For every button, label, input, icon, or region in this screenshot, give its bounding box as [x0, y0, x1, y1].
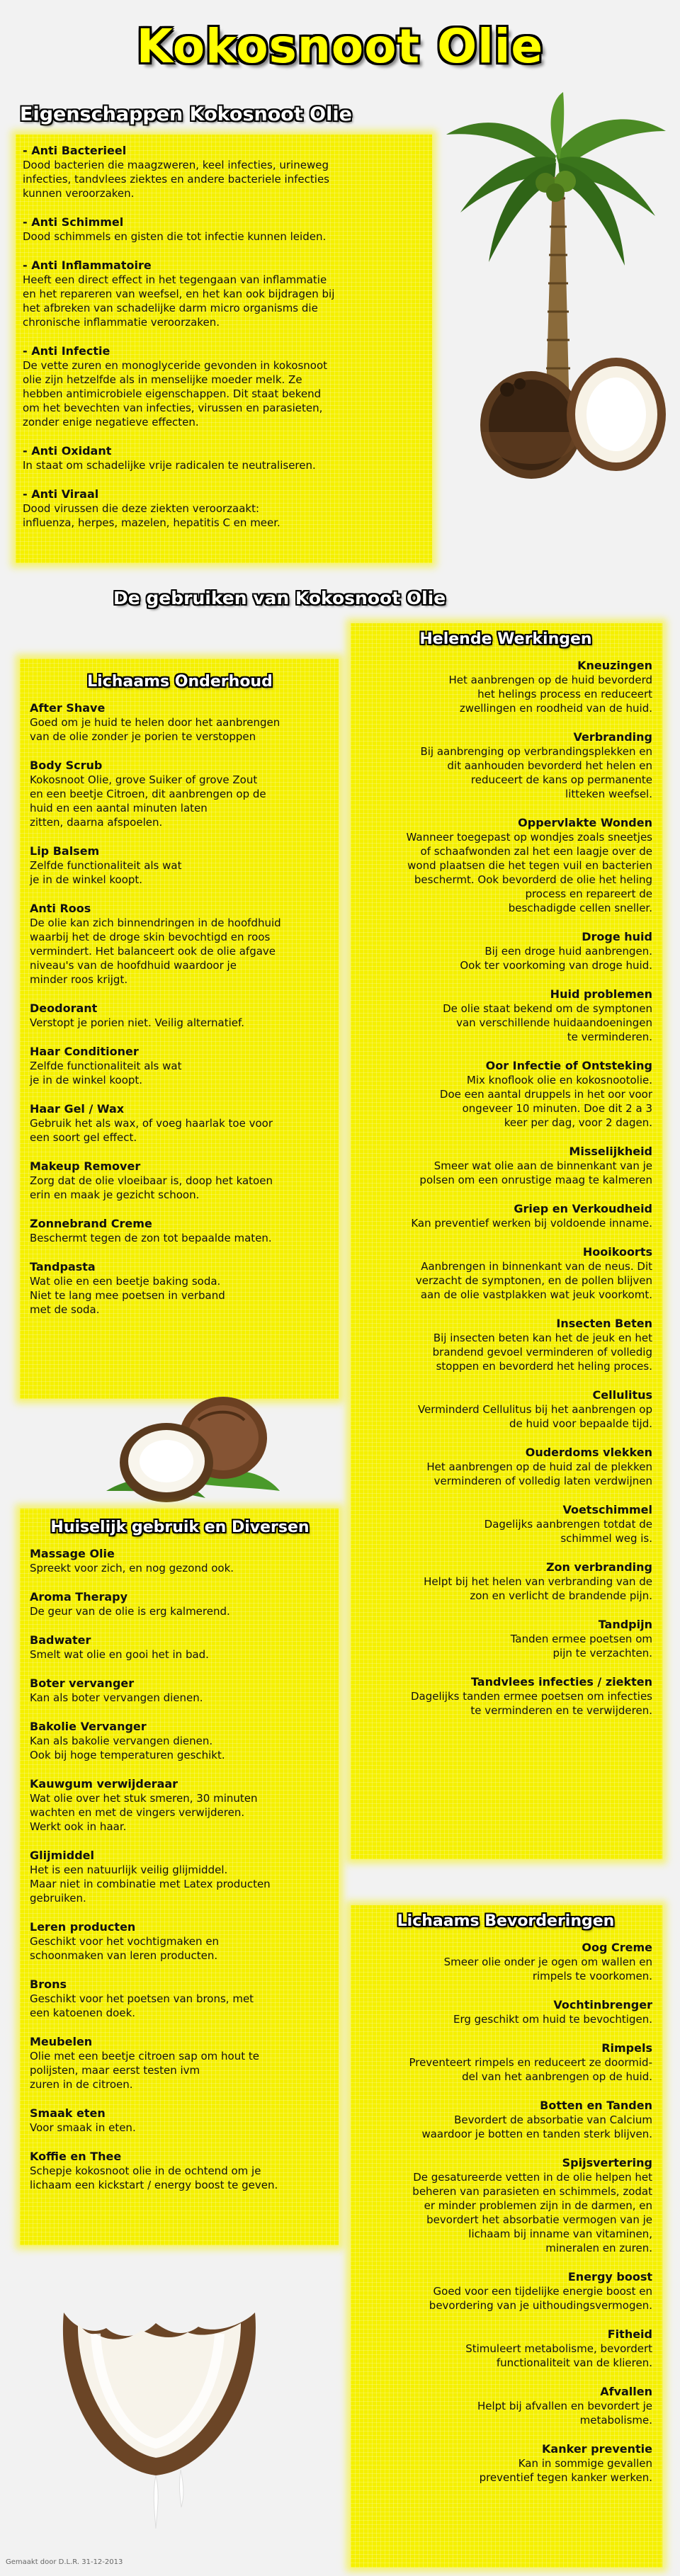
body-care-entry	[30, 1259, 330, 1317]
household-entry-title: Aroma Therapy	[30, 1590, 128, 1604]
body-care-entry	[30, 1159, 330, 1202]
body-care-entry-title: Zonnebrand Creme	[30, 1217, 152, 1230]
broken-coconut-illustration	[50, 2284, 269, 2532]
healing-entry-text: Verminderd Cellulitus bij het aanbrengen op de huid voor bepaalde tijd.	[417, 1403, 652, 1430]
body-boost-entry-text: Smeer olie onder je ogen om wallen en rimpels te voorkomen.	[443, 1956, 652, 1982]
body-care-entry-text: Zelfde functionaliteit als wat je in de winkel koopt.	[30, 859, 182, 886]
healing-entry	[359, 1144, 652, 1187]
healing-entry-text: Het aanbrengen op de huid bevorderd het helings process en reduceert zwellingen en roodheid van de huid.	[448, 674, 652, 715]
property-entry	[23, 487, 425, 530]
coconut-illustration	[99, 1385, 283, 1519]
body-care-entry-text: Kokosnoot Olie, grove Suiker of grove Zout en een beetje Citroen, dit aanbrengen op de huid en een aantal minuten laten zitten, daarna afspoelen.	[30, 773, 266, 829]
household-entry-text: De geur van de olie is erg kalmerend.	[30, 1605, 230, 1618]
body-care-entry-title: Makeup Remover	[30, 1159, 141, 1173]
healing-entry-title: Ouderdoms vlekken	[525, 1446, 652, 1459]
body-care-entry-text: Wat olie en een beetje baking soda. Niet te lang mee poetsen in verband met de soda.	[30, 1275, 225, 1316]
healing-entry	[359, 1058, 652, 1130]
household-panel	[20, 1509, 339, 2245]
healing-entry-title: Tandpijn	[598, 1618, 652, 1631]
household-entry-text: Olie met een beetje citroen sap om hout te polijsten, maar eerst testen ivm zuren in de citroen.	[30, 2050, 260, 2091]
household-entry-text: Het is een natuurlijk veilig glijmiddel. Maar niet in combinatie met Latex producten gebruiken.	[30, 1863, 271, 1905]
household-entry-title: Boter vervanger	[30, 1676, 135, 1690]
household-entry-text: Schepje kokosnoot olie in de ochtend om je lichaam een kickstart / energy boost te geven.	[30, 2164, 278, 2191]
household-entry-text: Kan als bakolie vervangen dienen. Ook bij hoge temperaturen geschikt.	[30, 1735, 225, 1761]
body-boost-entry-title: Kanker preventie	[542, 2442, 652, 2456]
healing-entry-text: Bij aanbrenging op verbrandingsplekken en dit aanhouden bevorderd het helen en reduceert de kans op permanente litteken weefsel.	[420, 745, 652, 800]
body-boost-entry-text: Stimuleert metabolisme, bevordert functionaliteit van de klieren.	[465, 2342, 652, 2369]
household-entry-title: Massage Olie	[30, 1547, 115, 1560]
household-entry	[30, 1776, 330, 1834]
healing-entry	[359, 815, 652, 915]
body-boost-entry	[359, 2098, 652, 2141]
body-boost-entry	[359, 1940, 652, 1983]
body-care-entry	[30, 758, 330, 829]
body-care-entry-text: De olie kan zich binnendringen in de hoofdhuid waarbij het de droge skin bevochtigd en roos vermindert. Het balanceert ook de olie afgave niveau's van de hoofdhuid waardoor je minder roos krijgt.	[30, 917, 281, 986]
body-care-entry-title: Body Scrub	[30, 759, 103, 772]
household-entry	[30, 1589, 330, 1618]
property-entry	[23, 344, 425, 429]
property-entry-text: Dood virussen die deze ziekten veroorzaakt: influenza, herpes, mazelen, hepatitis C en meer.	[23, 502, 280, 529]
household-entry	[30, 1977, 330, 2020]
healing-entry-text: Dagelijks tanden ermee poetsen om infecties te verminderen en te verwijderen.	[410, 1690, 652, 1717]
healing-entry	[359, 1617, 652, 1660]
household-entry	[30, 1848, 330, 1905]
healing-entry-title: Oppervlakte Wonden	[518, 816, 652, 829]
body-care-panel	[20, 659, 339, 1399]
healing-entry	[359, 730, 652, 801]
title-banner	[0, 13, 680, 91]
credit-text: Gemaakt door D.L.R. 31-12-2013	[6, 2558, 123, 2566]
household-entry	[30, 1633, 330, 1662]
household-entry-text: Wat olie over het stuk smeren, 30 minuten wachten en met de vingers verwijderen. Werkt ook in haar.	[30, 1792, 258, 1833]
property-entry-title: - Anti Bacterieel	[23, 144, 127, 157]
healing-entry-title: Misselijkheid	[569, 1145, 652, 1158]
healing-entry-title: Griep en Verkoudheid	[514, 1202, 652, 1215]
body-care-entry-text: Zelfde functionaliteit als wat je in de winkel koopt.	[30, 1060, 182, 1086]
healing-entry	[359, 1316, 652, 1373]
healing-panel	[351, 623, 662, 1859]
property-entry	[23, 443, 425, 472]
body-boost-entry	[359, 2155, 652, 2255]
healing-entry-text: Helpt bij het helen van verbranding van de zon en verlicht de brandende pijn.	[424, 1575, 652, 1602]
property-entry-title: - Anti Schimmel	[23, 215, 124, 229]
household-entry-title: Meubelen	[30, 2035, 93, 2048]
household-entry-text: Geschikt voor het poetsen van brons, met een katoenen doek.	[30, 1992, 254, 2019]
healing-entry	[359, 1502, 652, 1545]
household-entry	[30, 1546, 330, 1575]
body-boost-entry-text: Bevordert de absorbatie van Calcium waardoor je botten en tanden sterk blijven.	[421, 2113, 652, 2140]
body-care-entry-title: After Shave	[30, 701, 106, 715]
body-boost-entry-text: Preventeert rimpels en reduceert ze doormid- del van het aanbrengen op de huid.	[409, 2056, 652, 2083]
milk-drip-icon	[154, 2470, 183, 2529]
healing-entry	[359, 1244, 652, 1302]
healing-entry-text: Aanbrengen in binnenkant van de neus. Dit verzacht de symptonen, en de pollen blijven aan de olie vastplakken wat jeuk voorkomt.	[415, 1260, 652, 1301]
household-heading: Huiselijk gebruik en Diversen	[50, 1519, 310, 1536]
household-entry	[30, 2149, 330, 2192]
page-title: Kokosnoot Olie	[136, 19, 544, 74]
body-boost-entry-text: Helpt bij afvallen en bevordert je metabolisme.	[477, 2400, 652, 2427]
property-entry-text: De vette zuren en monoglyceride gevonden in kokosnoot olie zijn hetzelfde als in menselijke moeder melk. Ze hebben antimicrobiele eigenschappen. Dit staat bekend om het bevechten van infecties, virussen en parasieten, zonder enige negatieve effecten.	[23, 359, 327, 429]
body-boost-panel	[351, 1905, 662, 2568]
body-boost-entry-title: Afvallen	[600, 2385, 652, 2398]
healing-entry-text: Kan preventief werken bij voldoende inname.	[411, 1217, 652, 1230]
body-care-entry-text: Goed om je huid te helen door het aanbrengen van de olie zonder je porien te verstoppen	[30, 716, 280, 743]
household-entry-title: Kauwgum verwijderaar	[30, 1777, 178, 1791]
healing-entry-text: Bij een droge huid aanbrengen. Ook ter voorkoming van droge huid.	[460, 945, 652, 972]
body-care-entry	[30, 1101, 330, 1145]
healing-entry-text: Dagelijks aanbrengen totdat de schimmel weg is.	[484, 1518, 652, 1545]
body-boost-entry-title: Oog Creme	[582, 1941, 652, 1954]
body-care-heading: Lichaams Onderhoud	[87, 673, 273, 691]
property-entry-title: - Anti Inflammatoire	[23, 259, 152, 272]
body-care-entry-title: Lip Balsem	[30, 844, 100, 858]
household-entry-text: Smelt wat olie en gooi het in bad.	[30, 1648, 209, 1661]
healing-heading: Helende Werkingen	[419, 630, 592, 648]
property-entry	[23, 258, 425, 329]
property-entry-text: Dood bacterien die maagzweren, keel infecties, urineweg infecties, tandvlees ziektes en andere bacteriele infecties kunnen veroorzaken.	[23, 159, 330, 200]
body-boost-entry-text: Kan in sommige gevallen preventief tegen kanker werken.	[479, 2457, 652, 2484]
property-entry-title: - Anti Oxidant	[23, 444, 112, 458]
healing-entry	[359, 658, 652, 715]
body-care-entry-title: Anti Roos	[30, 902, 91, 915]
household-entry-title: Glijmiddel	[30, 1849, 94, 1862]
healing-entry-title: Huid problemen	[550, 987, 652, 1001]
household-entry-title: Brons	[30, 1978, 67, 1991]
household-entry-text: Spreekt voor zich, en nog gezond ook.	[30, 1562, 234, 1574]
body-care-entry	[30, 1001, 330, 1030]
property-entry-text: Dood schimmels en gisten die tot infectie kunnen leiden.	[23, 230, 327, 243]
healing-entry-text: Bij insecten beten kan het de jeuk en het brandend gevoel verminderen of volledig stoppen en bevorderd het heling proces.	[432, 1332, 652, 1373]
coconut-half-icon	[120, 1423, 213, 1502]
healing-entry	[359, 1560, 652, 1603]
body-care-entry-text: Gebruik het als wax, of voeg haarlak toe voor een soort gel effect.	[30, 1117, 273, 1144]
properties-heading: Eigenschappen Kokosnoot Olie	[20, 103, 352, 125]
body-boost-entry-text: Erg geschikt om huid te bevochtigen.	[453, 2013, 652, 2026]
body-care-entry-title: Haar Conditioner	[30, 1045, 139, 1058]
household-entry-title: Koffie en Thee	[30, 2150, 122, 2163]
body-boost-entry-title: Energy boost	[567, 2270, 652, 2283]
body-boost-entry	[359, 2384, 652, 2427]
property-entry-title: - Anti Infectie	[23, 344, 110, 358]
body-care-entry	[30, 844, 330, 887]
healing-entry-title: Droge huid	[582, 930, 652, 943]
household-entry	[30, 1676, 330, 1705]
healing-entry-title: Zon verbranding	[545, 1560, 652, 1574]
property-entry	[23, 215, 425, 244]
healing-entry-title: Oor Infectie of Ontsteking	[485, 1059, 652, 1072]
healing-entry-text: Tanden ermee poetsen om pijn te verzachten.	[510, 1633, 652, 1659]
coconut-cluster-icon	[536, 171, 576, 202]
body-boost-entry-title: Spijsvertering	[562, 2156, 652, 2169]
household-entry	[30, 1919, 330, 1963]
healing-entry	[359, 987, 652, 1044]
body-care-entry	[30, 700, 330, 744]
household-entry-title: Badwater	[30, 1633, 91, 1647]
body-care-entry-text: Verstopt je porien niet. Veilig alternatief.	[30, 1016, 244, 1029]
household-entry-title: Leren producten	[30, 1920, 136, 1934]
household-entry-text: Geschikt voor het vochtigmaken en schoonmaken van leren producten.	[30, 1935, 220, 1962]
household-entry	[30, 2106, 330, 2135]
property-entry	[23, 143, 425, 200]
healing-entry-title: Voetschimmel	[562, 1503, 652, 1516]
body-boost-entry	[359, 1997, 652, 2026]
healing-entry	[359, 1201, 652, 1230]
coconut-halves-icon	[480, 358, 666, 479]
property-entry-text: In staat om schadelijke vrije radicalen te neutraliseren.	[23, 459, 316, 472]
uses-heading: De gebruiken van Kokosnoot Olie	[113, 588, 446, 608]
household-entry	[30, 2034, 330, 2092]
body-boost-entry-text: De gesatureerde vetten in de olie helpen het beheren van parasieten en schimmels, zodat er minder problemen zijn in de darmen, en bevordert het absorbatie vermogen van je lichaam bij inname van vitaminen, mineralen en zuren.	[412, 2171, 652, 2254]
body-boost-entry-title: Fitheid	[607, 2327, 652, 2341]
healing-entry-title: Insecten Beten	[556, 1317, 652, 1330]
household-entry-title: Smaak eten	[30, 2106, 106, 2120]
body-boost-entry-title: Vochtinbrenger	[553, 1998, 652, 2012]
body-care-entry-title: Tandpasta	[30, 1260, 96, 1273]
body-care-entry	[30, 1216, 330, 1245]
coconut-shell-icon	[63, 2313, 256, 2475]
body-care-entry	[30, 1044, 330, 1087]
property-entry-title: - Anti Viraal	[23, 487, 99, 501]
household-entry-title: Bakolie Vervanger	[30, 1720, 147, 1733]
body-care-entry-text: Zorg dat de olie vloeibaar is, doop het katoen erin en maak je gezicht schoon.	[30, 1174, 273, 1201]
body-boost-heading: Lichaams Bevorderingen	[397, 1912, 615, 1930]
body-boost-entry-title: Rimpels	[601, 2041, 652, 2055]
healing-entry-text: Mix knoflook olie en kokosnootolie. Doe een aantal druppels in het oor voor ongeveer 10 minuten. Doe dit 2 a 3 keer per dag, voor 2 dagen.	[439, 1074, 652, 1129]
healing-entry	[359, 1388, 652, 1431]
coconut-palm-illustration	[439, 92, 673, 489]
healing-entry-title: Kneuzingen	[577, 659, 652, 672]
properties-panel	[16, 135, 432, 563]
healing-entry	[359, 1445, 652, 1488]
body-boost-entry-text: Goed voor een tijdelijke energie boost en bevordering van je uithoudingsvermogen.	[429, 2285, 652, 2312]
healing-entry-title: Hooikoorts	[582, 1245, 652, 1259]
healing-entry	[359, 1674, 652, 1718]
household-entry-text: Voor smaak in eten.	[30, 2121, 136, 2134]
body-boost-entry	[359, 2327, 652, 2370]
body-care-entry	[30, 901, 330, 987]
healing-entry-text: Wanneer toegepast op wondjes zoals sneetjes of schaafwonden zal het een laagje over de wond plaatsen die het tegen vuil en bacterien beschermt. Ook bevorderd de olie het heling process en repareert de beschadigde cellen sneller.	[406, 831, 652, 914]
healing-entry-text: Smeer wat olie aan de binnenkant van je polsen om een onrustige maag te kalmeren	[419, 1159, 652, 1186]
healing-entry-title: Tandvlees infecties / ziekten	[470, 1675, 652, 1689]
body-boost-entry	[359, 2269, 652, 2313]
household-entry	[30, 1719, 330, 1762]
healing-entry	[359, 929, 652, 972]
household-entry-text: Kan als boter vervangen dienen.	[30, 1691, 203, 1704]
body-boost-entry	[359, 2041, 652, 2084]
property-entry-text: Heeft een direct effect in het tegengaan van inflammatie en het repareren van weefsel, en het kan ook bijdragen bij het afbreken van schadelijke darm micro organisms die chronische inflammatie veroorzaken.	[23, 273, 335, 329]
body-care-entry-title: Haar Gel / Wax	[30, 1102, 125, 1116]
healing-entry-title: Verbranding	[573, 730, 652, 744]
body-boost-entry	[359, 2441, 652, 2485]
body-care-entry-title: Deodorant	[30, 1002, 98, 1015]
body-boost-entry-title: Botten en Tanden	[540, 2099, 652, 2112]
healing-entry-title: Cellulitus	[592, 1388, 652, 1402]
body-care-entry-text: Beschermt tegen de zon tot bepaalde maten.	[30, 1232, 272, 1244]
healing-entry-text: Het aanbrengen op de huid zal de plekken verminderen of volledig laten verdwijnen	[426, 1460, 652, 1487]
healing-entry-text: De olie staat bekend om de symptonen van verschillende huidaandoeningen te verminderen.	[443, 1002, 652, 1043]
